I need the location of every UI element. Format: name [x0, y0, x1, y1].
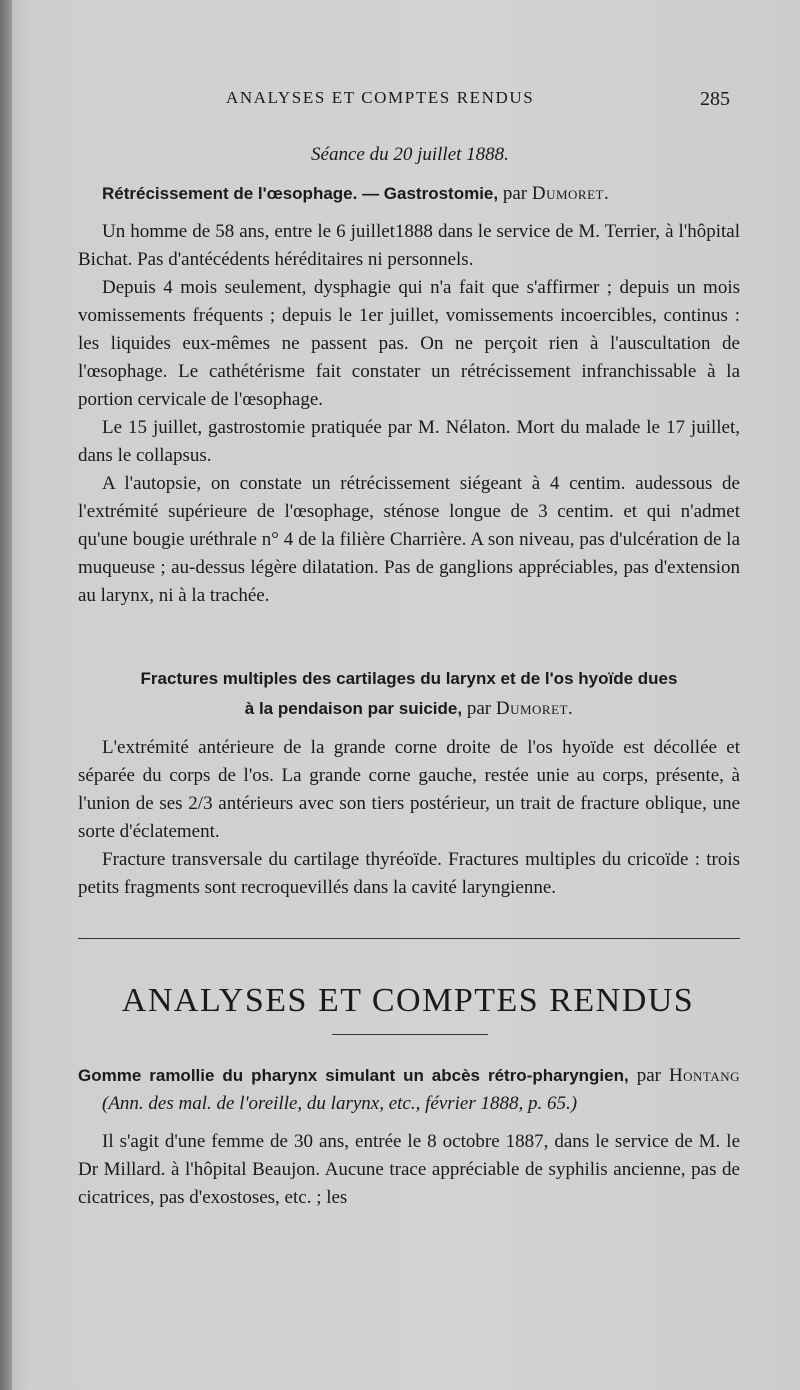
- article-title-line1: Fractures multiples des cartilages du larynx et de l'os hyoïde dues: [140, 669, 678, 688]
- running-head: [0, 88, 800, 114]
- article-larynx-fractures: [78, 664, 740, 902]
- article-title-line2: à la pendaison par suicide,: [244, 699, 463, 718]
- article-title-par: par: [466, 698, 492, 719]
- article-author: Dumoret.: [495, 698, 574, 719]
- article-heading: [78, 1062, 740, 1118]
- article-title: Gomme ramollie du pharynx simulant un abcès rétro-pharyngien,: [78, 1066, 629, 1085]
- article-reference: (Ann. des mal. de l'oreille, du larynx, etc., février 1888, p. 65.): [102, 1093, 578, 1114]
- page-spine-shadow: [0, 0, 12, 1390]
- session-date: Séance du 20 juillet 1888.: [311, 144, 509, 165]
- article-title-par: par: [636, 1065, 661, 1086]
- article-heading: [78, 180, 740, 208]
- article-title-par: par: [502, 183, 528, 204]
- paragraph: Le 15 juillet, gastrostomie pratiquée par M. Nélaton. Mort du malade le 17 juillet, dans le collapsus.: [78, 417, 740, 466]
- article-heading: [78, 664, 740, 724]
- paragraph: Depuis 4 mois seulement, dysphagie qui n'a fait que s'affirmer ; depuis un mois vomissements fréquents ; depuis le 1er juillet, vomissements incoercibles, continus : les liquides eux-mêmes ne passent pas. On ne perçoit rien à l'auscultation de l'œsophage. Le cathétérisme fait constater un rétrécissement infranchissable à la portion cervicale de l'œsophage.: [78, 277, 740, 410]
- paragraph: Un homme de 58 ans, entre le 6 juillet1888 dans le service de M. Terrier, à l'hôpital Bichat. Pas d'antécédents héréditaires ni personnels.: [78, 221, 740, 270]
- paragraph: A l'autopsie, on constate un rétrécissement siégeant à 4 centim. audessous de l'extrémité supérieure de l'œsophage, sténose longue de 3 centim. et qui n'admet qu'une bougie uréthrale n° 4 de la filière Charrière. A son niveau, pas d'ulcération de la muqueuse ; au-dessus légère dilatation. Pas de ganglions appréciables, pas d'extension au larynx, ni à la trachée.: [78, 473, 740, 606]
- article-title: Rétrécissement de l'œsophage. — Gastrostomie,: [102, 184, 499, 203]
- article-author: Dumoret.: [531, 183, 610, 204]
- paragraph: L'extrémité antérieure de la grande corne droite de l'os hyoïde est décollée et séparée du corps de l'os. La grande corne gauche, restée unie au corps, présente, à l'union de ses 2/3 antérieurs avec son tiers postérieur, un trait de fracture oblique, une sorte d'éclatement.: [78, 737, 740, 842]
- running-title: ANALYSES ET COMPTES RENDUS: [226, 88, 535, 107]
- article-oesophagus: [78, 180, 740, 610]
- section-title: ANALYSES ET COMPTES RENDUS: [121, 982, 695, 1019]
- section-divider: [78, 938, 740, 939]
- title-underline: [332, 1034, 488, 1035]
- article-author: Hontang: [668, 1065, 740, 1086]
- page-number: 285: [700, 88, 730, 110]
- article-pharynx-gumma: [78, 1062, 740, 1212]
- paragraph: Fracture transversale du cartilage thyréoïde. Fractures multiples du cricoïde : trois petits fragments sont recroquevillés dans la cavité laryngienne.: [78, 849, 740, 898]
- paragraph: Il s'agit d'une femme de 30 ans, entrée le 8 octobre 1887, dans le service de M. le Dr Millard. à l'hôpital Beaujon. Aucune trace appréciable de syphilis ancienne, pas de cicatrices, pas d'exostoses, etc. ; les: [78, 1131, 740, 1208]
